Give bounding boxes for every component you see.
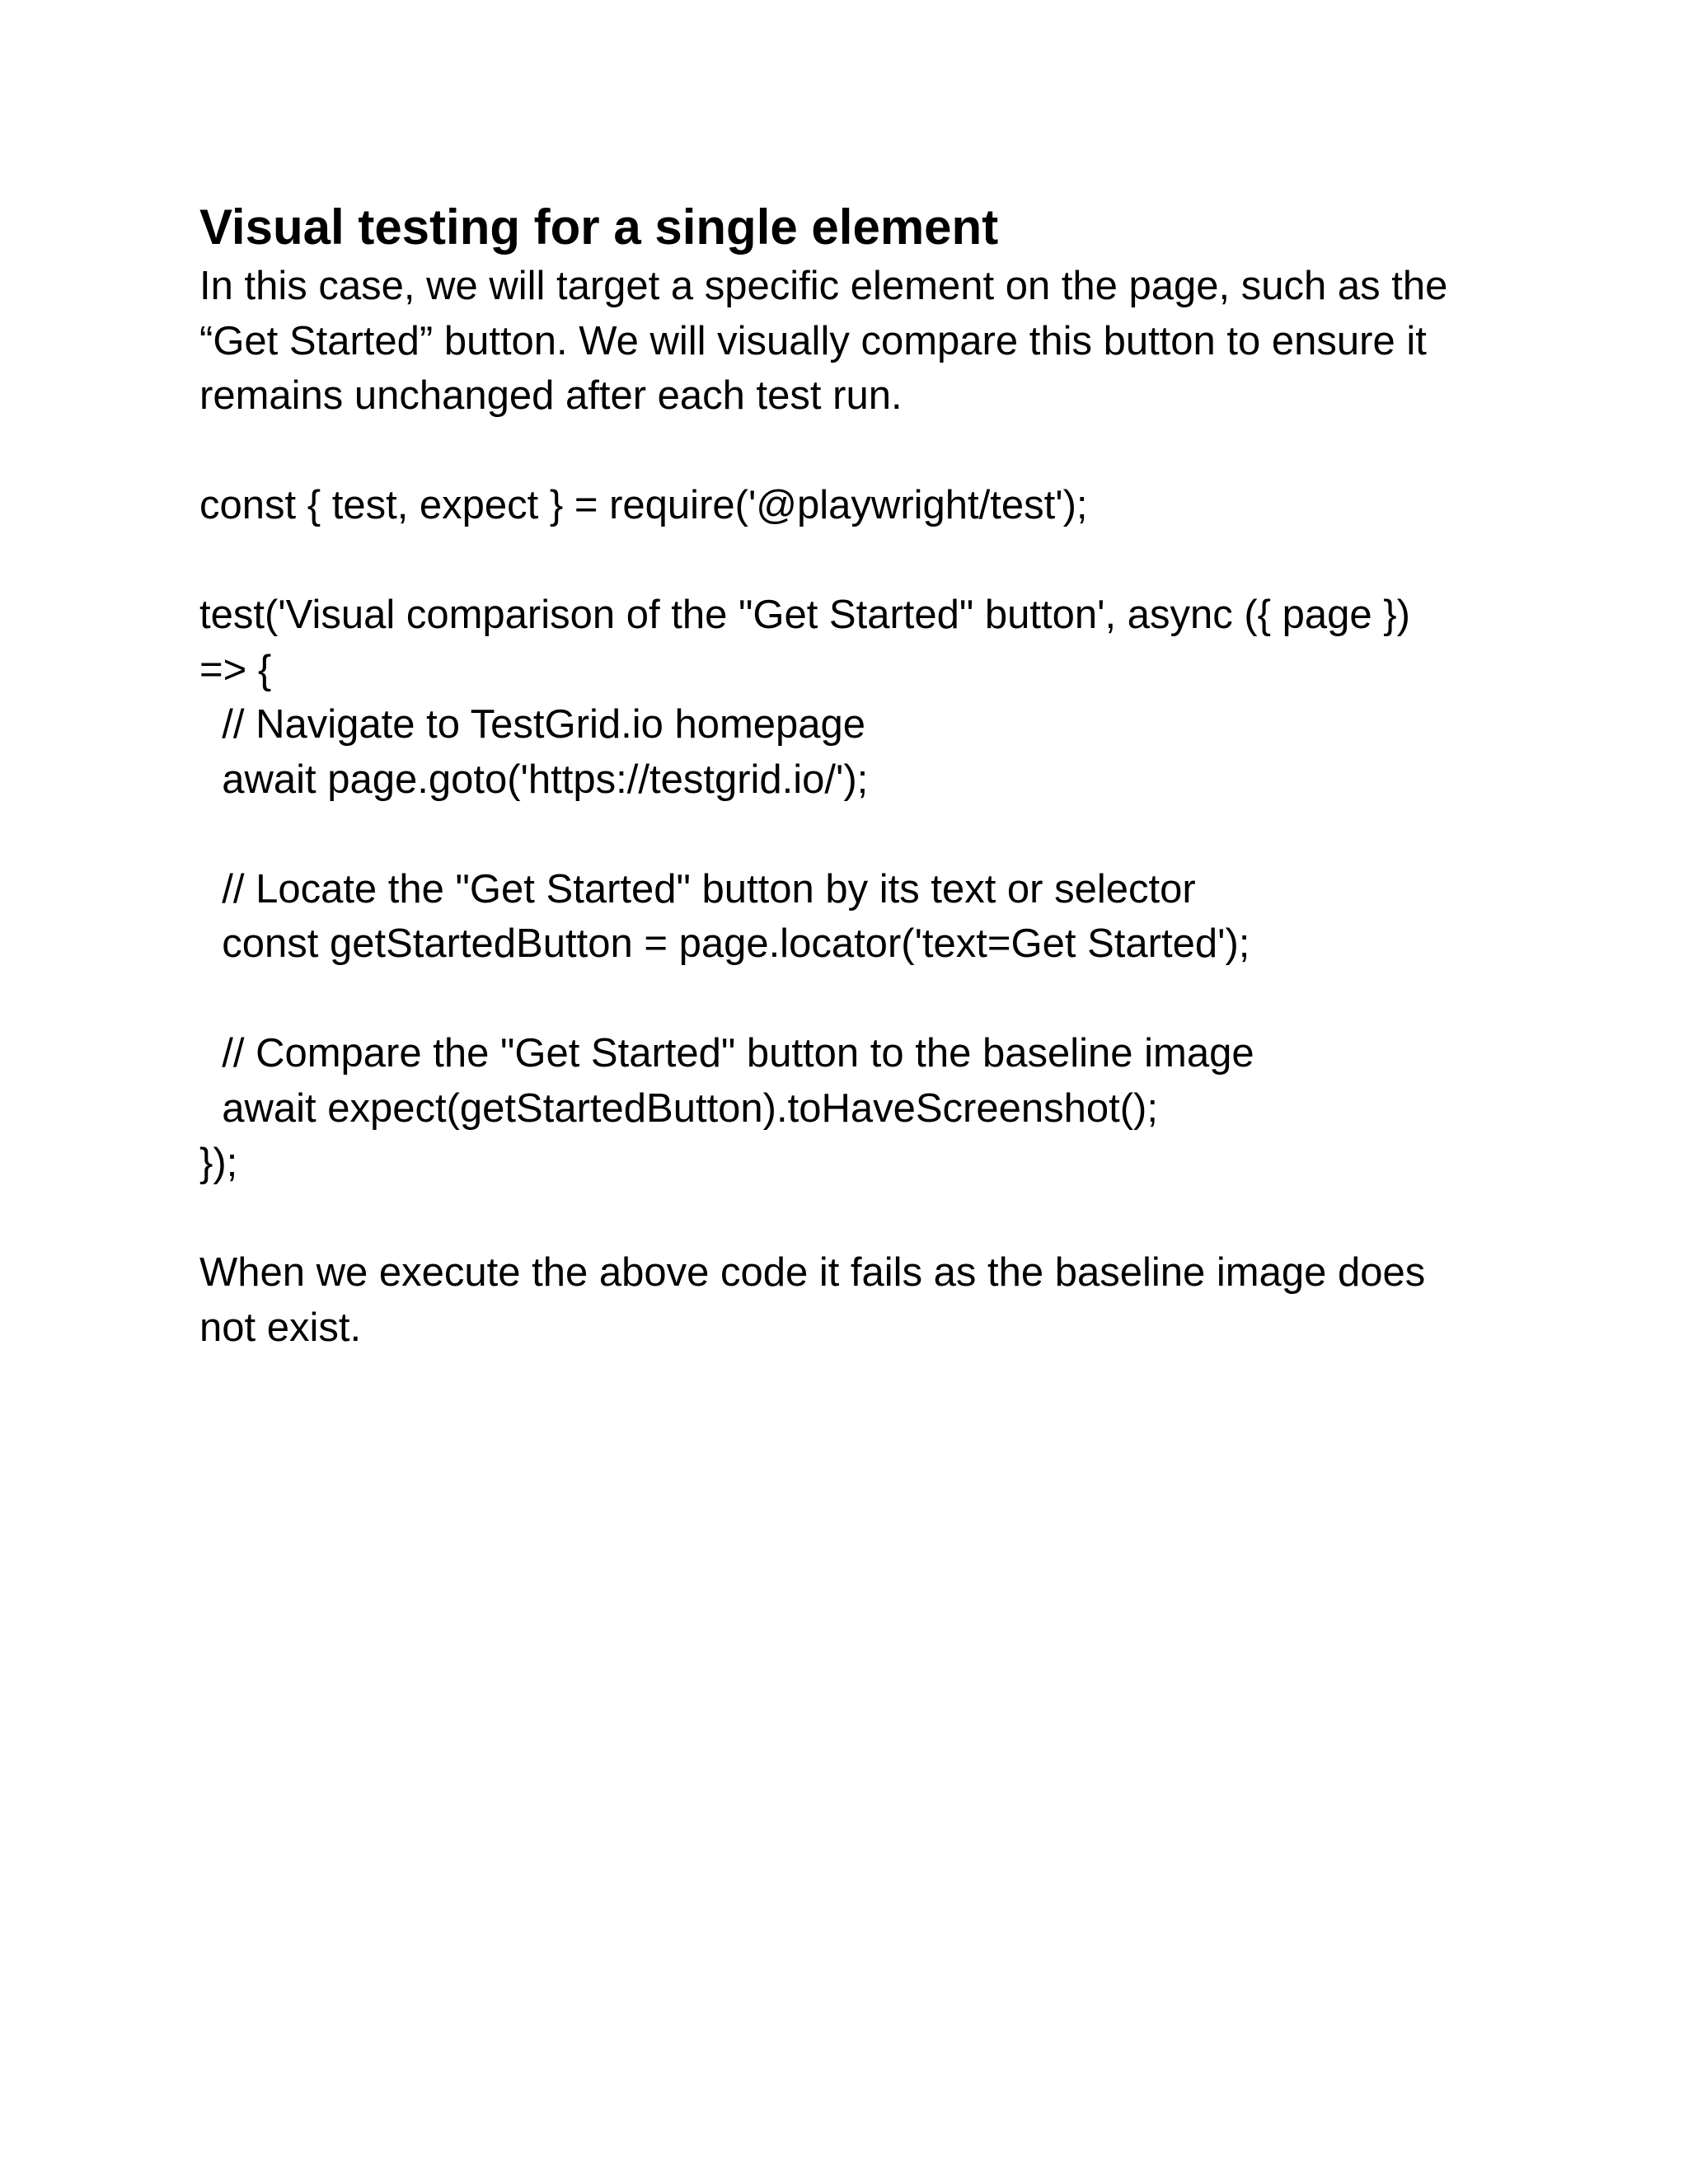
outro-line: When we execute the above code it fails as the baseline image does	[199, 1250, 1426, 1295]
spacer	[199, 424, 1518, 479]
outro-paragraph	[199, 1245, 1518, 1355]
code-line: // Locate the "Get Started" button by its text or selector	[199, 866, 1196, 912]
code-line: await page.goto('https://testgrid.io/');	[199, 757, 869, 802]
code-line: });	[199, 1141, 238, 1185]
code-line: const { test, expect } = require('@playwright/test');	[199, 483, 1088, 527]
code-block	[199, 478, 1518, 1191]
code-line: await expect(getStartedButton).toHaveScreenshot();	[199, 1085, 1158, 1131]
code-line	[199, 533, 1518, 588]
spacer	[199, 1191, 1518, 1246]
code-line	[199, 807, 1518, 862]
code-line: const getStartedButton = page.locator('text=Get Started');	[199, 921, 1250, 966]
code-line: test('Visual comparison of the "Get Started" button', async ({ page })	[199, 593, 1410, 637]
code-line: => {	[199, 647, 272, 692]
intro-line: In this case, we will target a specific element on the page, such as the	[199, 264, 1448, 308]
code-line	[199, 972, 1518, 1027]
document-page	[199, 196, 1518, 1355]
code-line: // Navigate to TestGrid.io homepage	[199, 702, 866, 747]
section-heading: Visual testing for a single element	[199, 199, 999, 255]
intro-line: remains unchanged after each test run.	[199, 373, 903, 418]
outro-line: not exist.	[199, 1305, 362, 1350]
intro-line: “Get Started” button. We will visually compare this button to ensure it	[199, 318, 1427, 363]
code-line: // Compare the "Get Started" button to the baseline image	[199, 1031, 1254, 1076]
intro-paragraph	[199, 259, 1518, 424]
